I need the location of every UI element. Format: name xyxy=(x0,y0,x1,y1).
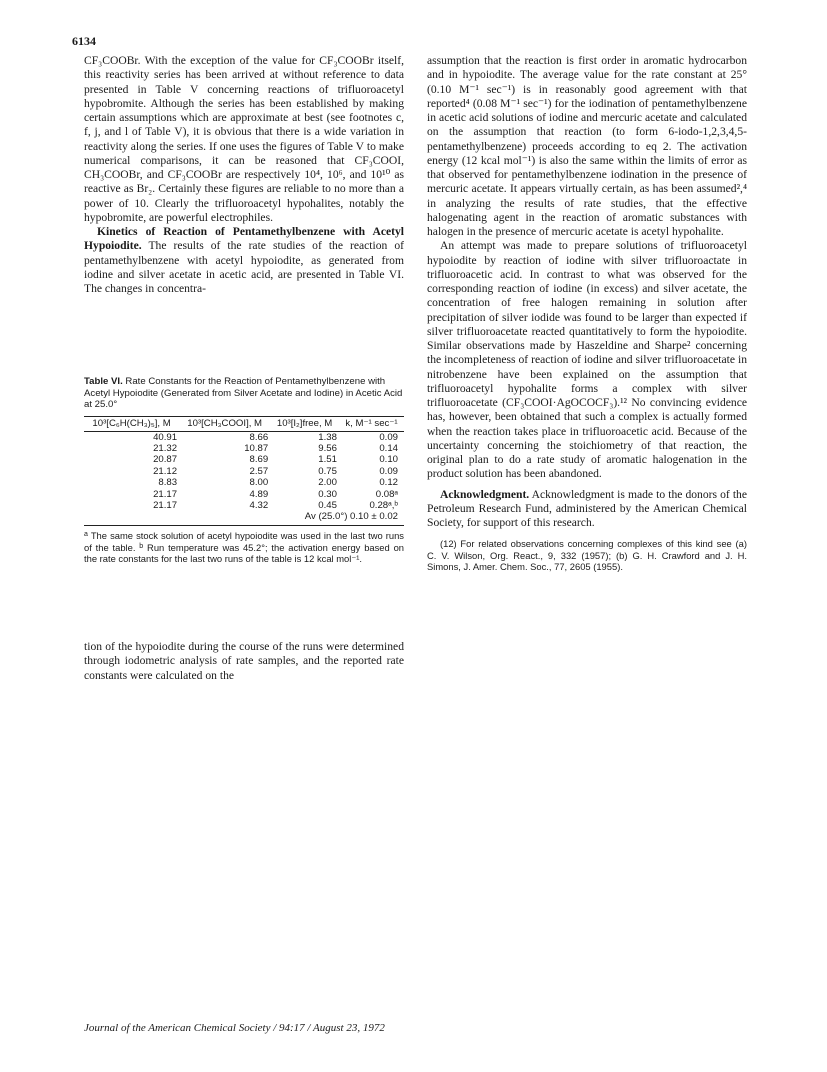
table-cell: 0.10 xyxy=(379,454,398,466)
table-cell: 0.28ᵃ,ᵇ xyxy=(369,499,398,511)
header-rate-constant: k, M⁻¹ sec⁻¹ xyxy=(339,416,404,431)
journal-footer: Journal of the American Chemical Society / 94:17 / August 23, 1972 xyxy=(84,1022,385,1034)
acknowledgment-paragraph xyxy=(427,488,747,531)
acknowledgment-body: Acknowledgment is made to the donors of the Petroleum Research Fund, administered by the American Chemical Society, for support of this research. xyxy=(427,487,747,529)
rate-constant-table xyxy=(84,416,404,526)
table-vi xyxy=(84,376,404,564)
table-cell: 21.12 xyxy=(153,465,178,477)
table-label: Table VI. xyxy=(84,376,123,387)
table-caption-text: Rate Constants for the Reaction of Pentamethylbenzene with Acetyl Hypoiodite (Generated from Silver Acetate and Iodine) in Acetic Acid at 25.0° xyxy=(84,376,403,410)
left-paragraph-2 xyxy=(84,225,404,296)
table-average: Av (25.0°) 0.10 ± 0.02 xyxy=(304,511,398,523)
acknowledgment-heading: Acknowledgment. xyxy=(440,487,530,501)
header-free-iodine: 10³[I₂]free, M xyxy=(270,416,339,431)
table-cell: 4.32 xyxy=(249,499,269,511)
table-row xyxy=(84,489,404,500)
header-pentamethylbenzene: 10³[C₆H(CH₃)₅], M xyxy=(84,416,179,431)
table-cell: 0.12 xyxy=(379,477,398,489)
table-row xyxy=(84,431,404,443)
left-column-continued xyxy=(84,640,404,683)
table-row xyxy=(84,466,404,477)
right-paragraph-2: An attempt was made to prepare solutions of trifluoroacetyl hypoiodite by reaction of iodine with silver trifluoroactate in trifluoroacetic acid. In contrast to what was observed for the corresponding reaction of iodine (in excess) and silver acetate, the concentration of free halogen remaining in solution after precipitation of silver iodide was found to be larger than expected if silver trifluoroacetate reacted quantitatively to form the hypoiodite. Similar observations made by Haszeldine and Sharpe² concerning the incompleteness of reaction of iodine and silver trifluoroacetate in nitrobenzene have been explained on the assumption that trifluoroacetyl hypohalite forms a complex with silver trifluoroacetate (CF₃COOI·AgOCOCF₃).¹² No convincing evidence has, however, been obtained that such a complex is actually formed when the reaction takes place in trifluoroacetic acid. Because of the uncertainty concerning the stoichiometry of that reaction, the original plan to do a rate study of aromatic halogenation in the product solution has been abandoned. xyxy=(427,239,747,481)
table-cell: 10.87 xyxy=(244,442,269,454)
table-footnote-a: The same stock solution of acetyl hypoiodite was used in the last two runs of the table. xyxy=(84,529,404,553)
right-paragraph-1: assumption that the reaction is first order in aromatic hydrocarbon and in hypoiodite. The average value for the rate constant at 25° (0.10 M⁻¹ sec⁻¹) is in reasonably good agreement with that reported⁴ (0.08 M⁻¹ sec⁻¹) for the iodination of pentamethylbenzene in acetic acid solutions of iodine and mercuric acetate and calculated on the assumption that reaction (to form 6-iodo-1,2,3,4,5-pentamethylbenzene) proceeds according to eq 2. The activation energy (12 kcal mol⁻¹) is also the same within the limits of error as that observed for pentamethylbenzene iodination in the presence of mercuric acetate. It appears virtually certain, as has been assumed²,⁴ in analyzing the results of rate studies, that the effective halogenating agent in the reaction of aromatic substances with halogen in the presence of mercuric acetate is acetyl hypohalite. xyxy=(427,54,747,238)
table-cell: 4.89 xyxy=(249,488,269,500)
table-cell: 20.87 xyxy=(153,454,178,466)
table-row xyxy=(84,443,404,454)
left-column xyxy=(84,54,404,296)
table-row xyxy=(84,454,404,465)
table-row xyxy=(84,477,404,488)
table-cell: 0.09 xyxy=(379,465,398,477)
header-acetyl-hypoiodite: 10³[CH₃COOI], M xyxy=(179,416,270,431)
right-column xyxy=(427,54,747,573)
table-cell: 40.91 xyxy=(153,431,178,443)
table-cell: 8.69 xyxy=(249,454,269,466)
table-cell: 0.30 xyxy=(318,488,337,500)
table-cell: 0.45 xyxy=(318,499,337,511)
table-cell: 0.08ᵃ xyxy=(375,488,398,500)
table-cell: 0.14 xyxy=(379,442,398,454)
table-cell: 0.75 xyxy=(318,465,337,477)
table-cell: 8.83 xyxy=(158,477,178,489)
table-footnote-b: Run temperature was 45.2°; the activation energy based on the rate constants for the last two runs of the table is 12 kcal mol⁻¹. xyxy=(84,541,404,565)
table-footnotes: $^a$ The same stock solution of acetyl hypoiodite was used in the last two runs of the table. $^b$ Run temperature was 45.2°; the activation energy based on the rate constants for the last two runs of the table is 12 kcal mol⁻¹. xyxy=(84,529,404,565)
table-cell: 0.09 xyxy=(379,431,398,443)
table-cell: 21.17 xyxy=(153,499,178,511)
table-average-row xyxy=(84,511,404,525)
table-cell: 2.57 xyxy=(249,465,269,477)
section-heading-kinetics: Kinetics of Reaction of Pentamethylbenzene with Acetyl Hypoiodite. xyxy=(84,225,404,253)
table-caption xyxy=(84,376,404,411)
table-cell: 21.32 xyxy=(153,442,178,454)
table-header-row xyxy=(84,416,404,431)
table-body xyxy=(84,431,404,525)
left-paragraph-3: tion of the hypoiodite during the course of the runs were determined through iodometric analysis of rate samples, and the reported rate constants were calculated on the xyxy=(84,640,404,682)
table-cell: 8.00 xyxy=(249,477,269,489)
table-cell: 9.56 xyxy=(318,442,337,454)
table-row xyxy=(84,500,404,511)
table-cell: 21.17 xyxy=(153,488,178,500)
table-cell: 1.38 xyxy=(318,431,337,443)
table-cell: 8.66 xyxy=(249,431,269,443)
table-cell: 1.51 xyxy=(318,454,337,466)
table-cell: 2.00 xyxy=(318,477,337,489)
left-paragraph-2-body: The results of the rate studies of the reaction of pentamethylbenzene with acetyl hypoiodite, as generated from iodine and silver acetate in acetic acid, are presented in Table VI. The changes in concentra- xyxy=(84,239,404,295)
page-number: 6134 xyxy=(72,34,96,48)
left-paragraph-1: CF₃COOBr. With the exception of the value for CF₃COOBr itself, this reactivity series has been arrived at without reference to data presented in Table V concerning reactions of trifluoroacetyl hypobromite. Although the series has been established by making certain assumptions which are approximate at best (see footnotes c, f, j, and l of Table V), it is obvious that there is a wide variation in reactivity along the series. If one uses the figures of Table V to make numerical comparisons, it can be reasoned that CF₃COOI, CH₃COOBr, and CF₃COOBr are respectively 10⁴, 10⁶, and 10¹⁰ as reactive as Br₂. Certainly these figures are reliable to no more than a power of 10. Clearly the trifluoroacetyl hypohalites, notably the hypobromite, are powerful electrophiles. xyxy=(84,54,404,224)
footnote-12: (12) For related observations concerning complexes of this kind see (a) C. V. Wilson, Org. React., 9, 332 (1957); (b) G. H. Crawford and J. H. Simons, J. Amer. Chem. Soc., 77, 2605 (1955). xyxy=(427,538,747,573)
